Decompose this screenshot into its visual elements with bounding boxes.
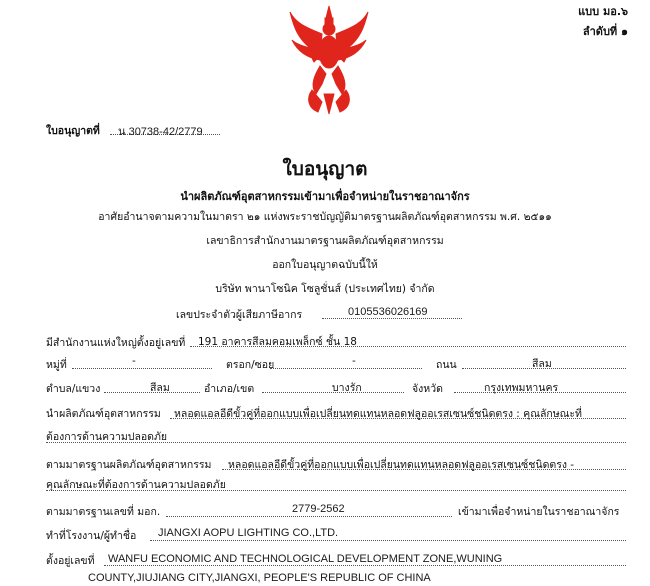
form-code: แบบ มอ.๖: [578, 5, 628, 18]
standard-number-label: ตามมาตรฐานเลขที่ มอก.: [46, 506, 161, 518]
tax-id-label: เลขประจำตัวผู้เสียภาษีอากร: [176, 309, 303, 321]
standard-value-line1: หลอดแอลอีดีขั้วคู่ที่ออกแบบเพื่อเปลี่ยนทดแทนหลอดฟลูออเรสเซนซ์ชนิดตรง -: [228, 459, 575, 471]
province-label: จังหวัด: [412, 383, 443, 395]
factory-value: JIANGXI AOPU LIGHTING CO.,LTD.: [158, 527, 339, 539]
province-value: กรุงเทพมหานคร: [484, 382, 559, 394]
license-number-value: น 30738-42/2779: [118, 126, 203, 138]
amphoe-label: อำเภอ/เขต: [204, 383, 255, 395]
tambon-value: สีลม: [150, 382, 170, 394]
garuda-emblem-icon: [288, 4, 370, 116]
issuer-line: เลขาธิการสำนักงานมาตรฐานผลิตภัณฑ์อุตสาหกรรม: [206, 235, 444, 247]
sequence-number: ลำดับที่ ๑: [582, 25, 628, 38]
page-subtitle: นำผลิตภัณฑ์อุตสาหกรรมเข้ามาเพื่อจำหน่ายในราชอาณาจักร: [180, 190, 470, 203]
standard-label: ตามมาตรฐานผลิตภัณฑ์อุตสาหกรรม: [46, 459, 212, 471]
license-number-label: ใบอนุญาตที่: [46, 125, 100, 137]
licensee-name: บริษัท พานาโซนิค โซลูชั่นส์ (ประเทศไทย) จำกัด: [215, 283, 435, 295]
standard-value-line2: คุณลักษณะที่ต้องการด้านความปลอดภัย: [46, 479, 226, 491]
road-value: สีลม: [532, 358, 552, 370]
location-value-line2: COUNTY,JIUJIANG CITY,JIANGXI, PEOPLE'S REPUBLIC OF CHINA: [88, 572, 431, 584]
soi-label: ตรอก/ซอย: [226, 359, 275, 371]
product-value-line1: หลอดแอลอีดีขั้วคู่ที่ออกแบบเพื่อเปลี่ยนทดแทนหลอดฟลูออเรสเซนซ์ชนิดตรง : คุณลักษณะที่: [174, 408, 582, 420]
standard-number-suffix: เข้ามาเพื่อจำหน่ายในราชอาณาจักร: [458, 506, 620, 518]
amphoe-value: บางรัก: [332, 382, 362, 394]
tax-id-value: 0105536026169: [348, 306, 428, 318]
page-title: ใบอนุญาต: [282, 158, 368, 180]
product-label: นำผลิตภัณฑ์อุตสาหกรรม: [46, 408, 161, 420]
product-value-line2: ต้องการด้านความปลอดภัย: [46, 431, 168, 443]
issue-line: ออกใบอนุญาตฉบับนี้ให้: [272, 259, 378, 271]
location-label: ตั้งอยู่เลขที่: [46, 555, 95, 567]
factory-label: ทำที่โรงงาน/ผู้ทำชื่อ: [46, 530, 137, 542]
standard-number-value: 2779-2562: [292, 503, 345, 515]
moo-label: หมู่ที่: [46, 359, 67, 371]
hq-value: 191 อาคารสีลมคอมเพล็กซ์ ชั้น 18: [198, 336, 357, 348]
location-value-line1: WANFU ECONOMIC AND TECHNOLOGICAL DEVELOPMENT ZONE,WUNING: [108, 553, 503, 565]
moo-value: -: [132, 355, 136, 367]
authority-line: อาศัยอำนาจตามความในมาตรา ๒๑ แห่งพระราชบัญญัติมาตรฐานผลิตภัณฑ์อุตสาหกรรม พ.ศ. ๒๕๑๑: [98, 211, 552, 223]
hq-label: มีสำนักงานแห่งใหญ่ตั้งอยู่เลขที่: [46, 337, 186, 349]
soi-value: -: [352, 355, 356, 367]
tambon-label: ตำบล/แขวง: [46, 383, 101, 395]
road-label: ถนน: [436, 359, 457, 371]
